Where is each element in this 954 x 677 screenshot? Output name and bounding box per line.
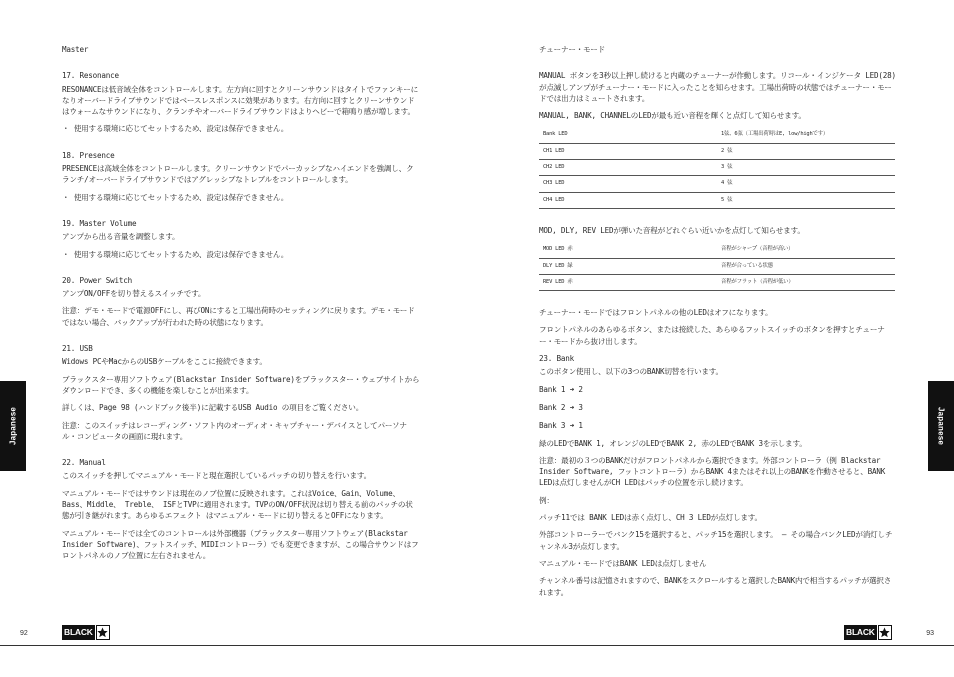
master-volume-note: ・ 使用する環境に応じてセットするため、設定は保存できません。: [62, 249, 289, 259]
footer-rule-right: [477, 645, 954, 646]
table-cell: DLY LED 緑: [539, 258, 717, 274]
heading-usb: 21. USB: [62, 344, 93, 354]
table-row: [539, 176, 895, 192]
power-switch-note: 注意：デモ・モードで電源OFFにし、再びONにすると工場出荷時のセッティングに戻ります。デモ・モードではない場合、バックアップが行われた時の状態になります。: [62, 306, 415, 327]
table-cell: 4 弦: [717, 176, 895, 192]
tuner-led-info: MANUAL, BANK, CHANNELのLEDが最も近い音程を輝くと点灯して知らせます。: [539, 111, 806, 121]
blackstar-logo-left: [62, 625, 110, 640]
table-row: [539, 143, 895, 159]
usb-software: ブラックスター専用ソフトウェア(Blackstar Insider Software)をブラックスター・ウェブサイトからダウンロードでき、多くの機能を楽しむことが出来ます。: [62, 374, 420, 395]
table-cell: CH2 LED: [539, 160, 717, 176]
logo-wordmark: BLACK: [844, 625, 877, 640]
table-cell: 1弦、6弦（工場出荷時はE, low/highです）: [717, 127, 895, 143]
tuner-intro: MANUAL ボタンを3秒以上押し続けると内蔵のチューナーが作動します。リコール・インジケータ LED(28)が点滅しアンプがチューナー・モードに入ったことを知らせます。工場出荷時の状態ではチューナー・モードでは出力はミュートされます。: [539, 71, 896, 103]
table-row: [539, 242, 895, 258]
table-cell: REV LED 赤: [539, 274, 717, 290]
power-switch-description: アンプON/OFFを切り替えるスイッチです。: [62, 289, 206, 299]
bank-description: このボタン使用し、以下の3つのBANK切替を行います。: [539, 367, 723, 377]
table-row: [539, 160, 895, 176]
heading-bank: 23. Bank: [539, 354, 574, 364]
tuner-other-leds: チューナー・モードではフロントパネルの他のLEDはオフになります。: [539, 308, 773, 318]
logo-wordmark: BLACK: [62, 625, 95, 640]
mod-led-info: MOD, DLY, REV LEDが弾いた音程がどれぐらい近いかを点灯して知らせます。: [539, 225, 805, 235]
right-page-body: [539, 44, 897, 604]
tuner-exit: フロントパネルのあらゆるボタン、または接続した、あらゆるフットスイッチのボタンを押すとチューナー・モードから抜け出します。: [539, 325, 885, 346]
resonance-description: RESONANCEは低音域全体をコントロールします。左方向に回すとクリーンサウンドはタイトでファンキーになりオーバードライブサウンドではベースレスポンスに効果があります。右方向に回すとクリーンサウンドはウォームなサウンドになり、クランチやオーバードライブサウンドはよりヘビーで箱鳴り感が増します。: [62, 84, 419, 117]
bank-led-colors: 緑のLEDでBANK 1, オレンジのLEDでBANK 2, 赤のLEDでBANK 3を示します。: [539, 438, 807, 448]
heading-presence: 18. Presence: [62, 150, 115, 160]
table-cell: 3 弦: [717, 160, 895, 176]
heading-tuner-mode: チューナー・モード: [539, 45, 606, 54]
table-row: [539, 127, 895, 143]
language-tab-left: [0, 381, 26, 471]
heading-resonance: 17. Resonance: [62, 71, 119, 81]
heading-master-volume: 19. Master Volume: [62, 218, 137, 228]
bank-note: 注意：最初の３つのBANKだけがフロントパネルから選択できます。外部コントローラ（例 Blackstar Insider Software, フットコントローラ）からBANK 4またはそれ以上のBANKを作動させると、BANK LEDは点灯しませんがCH LEDはパッチの位置を示し続けます。: [539, 455, 890, 488]
master-volume-description: アンプから出る音量を調整します。: [62, 232, 180, 242]
section-label-master: Master: [62, 45, 89, 54]
table-cell: CH4 LED: [539, 192, 717, 208]
table-row: [539, 274, 895, 290]
channel-memory: チャンネル番号は記憶されますので、BANKをスクロールすると選択したBANK内で相当するパッチが選択されます。: [539, 576, 892, 597]
table-row: [539, 258, 895, 274]
table-row: [539, 192, 895, 208]
mod-led-table: [539, 242, 895, 291]
left-page-body: [62, 44, 420, 568]
table-cell: 5 弦: [717, 192, 895, 208]
language-tab-label: Japanese: [8, 406, 18, 446]
table-cell: CH3 LED: [539, 176, 717, 192]
table-cell: 音程がフラット（音程が低い）: [717, 274, 895, 290]
usb-reference: 詳しくは、Page 98 (ハンドブック後半)に記載するUSB Audio の項目をご覧ください。: [62, 403, 364, 413]
language-tab-label: Japanese: [936, 406, 946, 446]
table-cell: Bank LED: [539, 127, 717, 143]
presence-note: ・ 使用する環境に応じてセットするため、設定は保存できません。: [62, 192, 289, 202]
table-cell: 2 弦: [717, 143, 895, 159]
bank-step-3: Bank 3 ➜ 1: [539, 421, 583, 431]
blackstar-logo-right: [844, 625, 892, 640]
heading-power-switch: 20. Power Switch: [62, 275, 132, 285]
resonance-note: ・ 使用する環境に応じてセットするため、設定は保存できません。: [62, 124, 289, 134]
example-patch-11: パッチ11では BANK LEDは赤く点灯し、CH 3 LEDが点灯します。: [539, 513, 762, 523]
page-number-right: 93: [926, 630, 934, 637]
usb-note: 注意：このスイッチはレコーディング・ソフト内のオーディオ・キャプチャー・デバイスとしてパーソナル・コンピュータの画面に現れます。: [62, 420, 407, 441]
manual-description: このスイッチを押してマニュアル・モードと現在選択しているパッチの切り替えを行います。: [62, 471, 372, 481]
example-label: 例：: [539, 495, 554, 505]
star-icon: [96, 625, 110, 640]
manual-mode-detail: マニュアル・モードではサウンドは現在のノブ位置に反映されます。これはVoice、Gain、Volume、Bass、Middle、 Treble、 ISFとTVPに適用されます。TVPのON/OFF状況は切り替える前のパッチの状態が引き継がれます。あらゆるエフェクト はマニュアル・モードに切り替えるとOFFになります。: [62, 488, 413, 521]
table-cell: MOD LED 赤: [539, 242, 717, 258]
right-page: [477, 0, 954, 677]
table-cell: 音程がシャープ（音程が高い）: [717, 242, 895, 258]
table-cell: CH1 LED: [539, 143, 717, 159]
page-number-left: 92: [20, 630, 28, 637]
example-bank-15: 外部コントローラーでバンク15を選択すると、パッチ15を選択します。 – その場合バンクLEDが消灯しチャンネル3が点灯します。: [539, 530, 893, 551]
manual-mode-external: マニュアル・モードでは全てのコントロールは外部機器（ブラックスター専用ソフトウェア(Blackstar Insider Software)、フットスイッチ、MIDIコントローラ）でも変更できますが、この場合サウンドはフロントパネルのノブ位置に左右されません。: [62, 528, 419, 561]
heading-manual: 22. Manual: [62, 458, 106, 468]
table-cell: 音程が合っている状態: [717, 258, 895, 274]
language-tab-right: [928, 381, 954, 471]
presence-description: PRESENCEは高域全体をコントロールします。クリーンサウンドでパーカッシブなハイエンドを強調し、クランチ/オーバードライブサウンドではアグレッシブなトレブルをコントロールします。: [62, 164, 414, 185]
bank-step-2: Bank 2 ➜ 3: [539, 402, 583, 412]
usb-description: Widows PCやMacからのUSBケーブルをここに接続できます。: [62, 357, 267, 367]
bank-led-table: [539, 127, 895, 208]
bank-step-1: Bank 1 ➜ 2: [539, 384, 583, 394]
manual-mode-bank-led: マニュアル・モードではBANK LEDは点灯しません: [539, 558, 707, 568]
star-icon: [878, 625, 892, 640]
footer-rule-left: [0, 645, 477, 646]
